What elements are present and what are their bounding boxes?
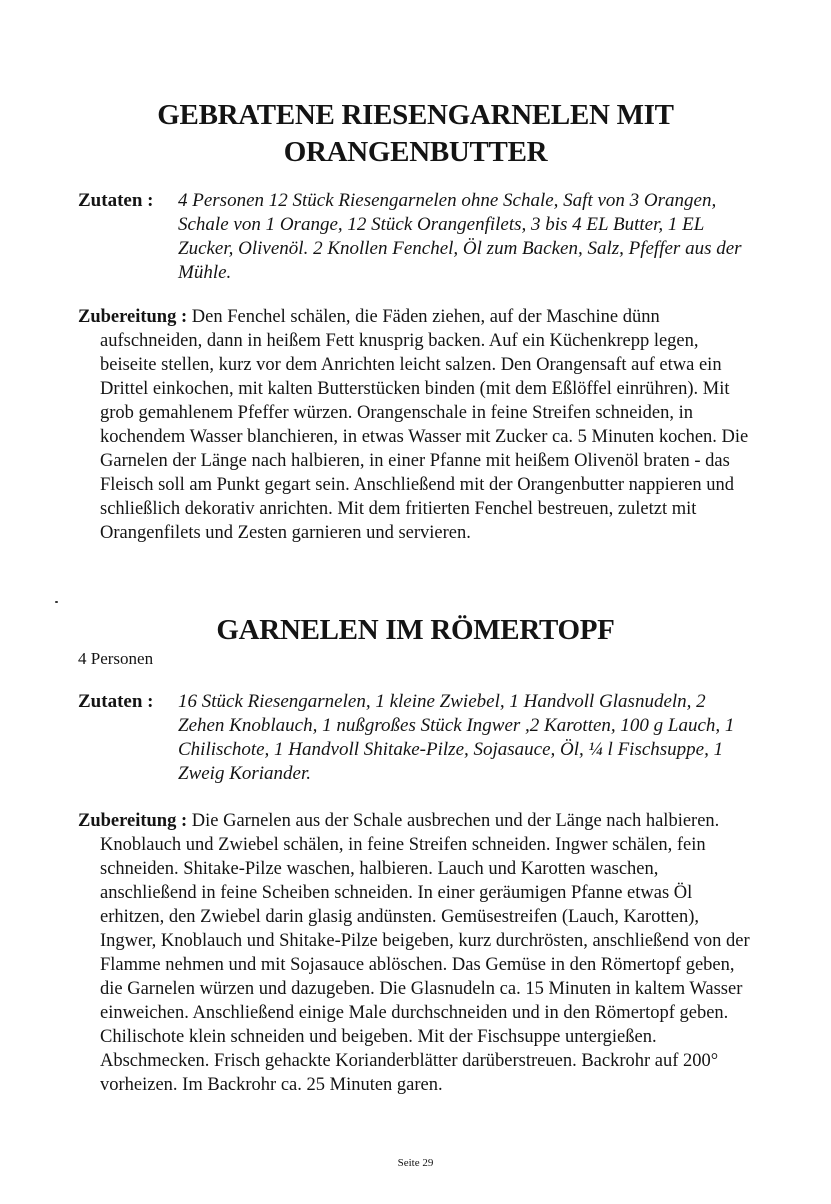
recipe1-prep-label: Zubereitung : (78, 307, 188, 327)
page-number: Seite 29 (397, 1157, 434, 1169)
recipe1-ingredients-label: Zutaten : (78, 190, 154, 211)
recipe1-preparation (78, 305, 750, 545)
recipe1-title (60, 97, 771, 171)
recipe2-preparation (78, 809, 750, 1097)
recipe2-title-text: GARNELEN IM RÖMERTOPF (216, 614, 615, 646)
recipe2-prep-text: Die Garnelen aus der Schale ausbrechen und der Länge nach halbieren. Knoblauch und Zwiebel schälen, in feine Streifen schneiden. Ingwer schälen, fein schneiden. Shitake-Pilze waschen, halbieren. Lauch und Karotten waschen, anschließend in feine Scheiben schneiden. In einer geräumigen Pfanne etwas Öl erhitzen, den Zwiebel darin glasig andünsten. Gemüsestreifen (Lauch, Karotten), Ingwer, Knoblauch und Shitake-Pilze beigeben, kurz durchrösten, anschließend von der Flamme nehmen und mit Sojasauce ablöschen. Das Gemüse in den Römertopf geben, die Garnelen würzen und dazugeben. Die Glasnudeln ca. 15 Minuten in kaltem Wasser einweichen. Anschließend einige Male durchschneiden und in den Römertopf geben. Chilischote klein schneiden und beigeben. Mit der Fischsuppe untergießen. Abschmecken. Frisch gehackte Korianderblätter darüberstreuen. Backrohr auf 200° vorheizen. Im Backrohr ca. 25 Minuten garen. (100, 811, 750, 1095)
recipe1-prep-text: Den Fenchel schälen, die Fäden ziehen, auf der Maschine dünn aufschneiden, dann in heißem Fett knusprig backen. Auf ein Küchenkrepp legen, beiseite stellen, kurz vor dem Anrichten leicht salzen. Den Orangensaft auf etwa ein Drittel einkochen, mit kalten Butterstücken binden (mit dem Eßlöffel einrühren). Mit grob gemahlenem Pfeffer würzen. Orangenschale in feine Streifen schneiden, in kochendem Wasser blanchieren, in etwas Wasser mit Zucker ca. 5 Minuten kochen. Die Garnelen der Länge nach halbieren, in einer Pfanne mit heißem Olivenöl braten - das Fleisch soll am Punkt gegart sein. Anschließend mit der Orangenbutter nappieren und schließlich dekorativ anrichten. Mit dem fritierten Fenchel bestreuen, zuletzt mit Orangenfilets und Zesten garnieren und servieren. (100, 307, 749, 543)
recipe2-servings: 4 Personen (78, 649, 154, 668)
recipe1-title-line1: GEBRATENE RIESENGARNELEN MIT (157, 99, 674, 131)
recipe1-title-line2: ORANGENBUTTER (283, 136, 548, 168)
recipe1-ingredients-text: 4 Personen 12 Stück Riesengarnelen ohne Schale, Saft von 3 Orangen, Schale von 1 Orange, 12 Stück Orangenfilets, 3 bis 4 EL Butter, 1 EL Zucker, Olivenöl. 2 Knollen Fenchel, Öl zum Backen, Salz, Pfeffer aus der Mühle. (178, 190, 742, 283)
recipe2-prep-label: Zubereitung : (78, 811, 188, 831)
recipe2-ingredients-text: 16 Stück Riesengarnelen, 1 kleine Zwiebel, 1 Handvoll Glasnudeln, 2 Zehen Knoblauch, 1 nußgroßes Stück Ingwer ,2 Karotten, 100 g Lauch, 1 Chilischote, 1 Handvoll Shitake-Pilze, Sojasauce, Öl, ¼ l Fischsuppe, 1 Zweig Koriander. (178, 691, 735, 784)
recipe2-title (60, 612, 771, 649)
scan-speck (55, 601, 58, 603)
recipe2-ingredients-label: Zutaten : (78, 691, 154, 712)
